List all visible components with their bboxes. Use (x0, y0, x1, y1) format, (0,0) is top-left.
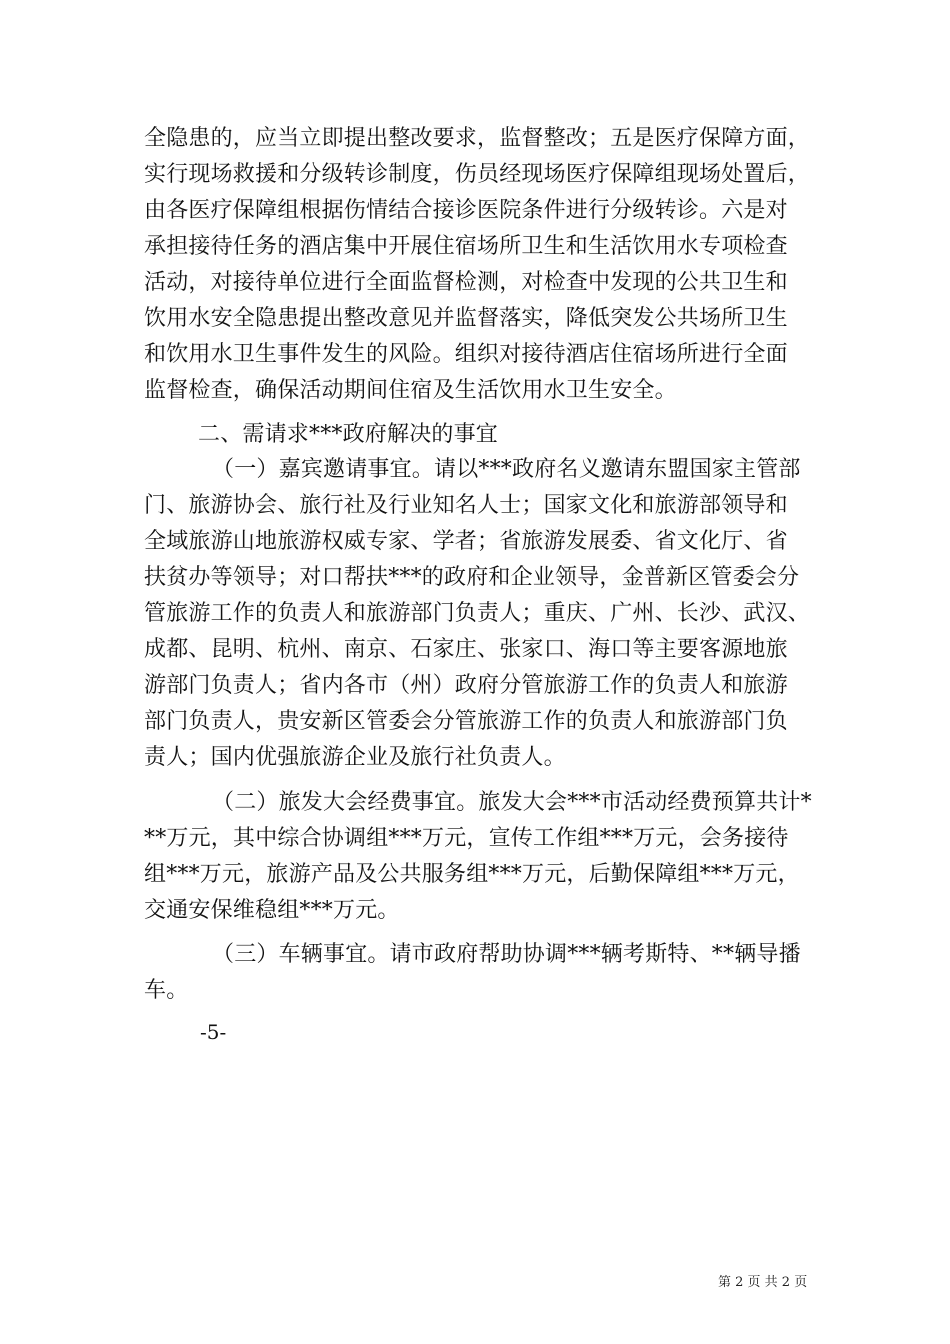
body-text-line: 监督检查，确保活动期间住宿及生活饮用水卫生安全。 (144, 378, 677, 403)
body-text-line: 游部门负责人；省内各市（州）政府分管旅游工作的负责人和旅游 (144, 673, 788, 698)
body-text-line: 全域旅游山地旅游权威专家、学者；省旅游发展委、省文化厅、省 (144, 529, 788, 554)
body-text-line: 车。 (144, 978, 189, 1003)
body-text-line: 门、旅游协会、旅行社及行业知名人士；国家文化和旅游部领导和 (144, 493, 788, 518)
body-text-line: 责人；国内优强旅游企业及旅行社负责人。 (144, 745, 566, 770)
body-text-line: 实行现场救援和分级转诊制度，伤员经现场医疗保障组现场处置后， (144, 162, 811, 187)
body-text-line: （二）旅发大会经费事宜。旅发大会***市活动经费预算共计* (212, 790, 812, 815)
page-footer: 第 2 页 共 2 页 (718, 1275, 808, 1290)
section-heading: 二、需请求***政府解决的事宜 (198, 422, 499, 447)
body-text-line: 承担接待任务的酒店集中开展住宿场所卫生和生活饮用水专项检查 (144, 234, 788, 259)
body-text-line: 饮用水安全隐患提出整改意见并监督落实，降低突发公共场所卫生 (144, 306, 788, 331)
body-text-line: 活动，对接待单位进行全面监督检测，对检查中发现的公共卫生和 (144, 270, 788, 295)
body-text-line: 交通安保维稳组***万元。 (144, 898, 400, 923)
body-text-line: 部门负责人，贵安新区管委会分管旅游工作的负责人和旅游部门负 (144, 709, 788, 734)
body-text-line: 组***万元，旅游产品及公共服务组***万元，后勤保障组***万元， (144, 862, 800, 887)
body-text-line: （三）车辆事宜。请市政府帮助协调***辆考斯特、**辆导播 (212, 942, 801, 967)
body-text-line: 全隐患的，应当立即提出整改要求，监督整改；五是医疗保障方面， (144, 126, 811, 151)
body-text-line: 扶贫办等领导；对口帮扶***的政府和企业领导，金普新区管委会分 (144, 565, 800, 590)
body-text-line: **万元，其中综合协调组***万元，宣传工作组***万元，会务接待 (144, 826, 789, 851)
body-text-line: 成都、昆明、杭州、南京、石家庄、张家口、海口等主要客源地旅 (144, 637, 788, 662)
body-text-line: 由各医疗保障组根据伤情结合接诊医院条件进行分级转诊。六是对 (144, 198, 788, 223)
body-text-line: 和饮用水卫生事件发生的风险。组织对接待酒店住宿场所进行全面 (144, 342, 788, 367)
body-text-line: 管旅游工作的负责人和旅游部门负责人；重庆、广州、长沙、武汉、 (144, 601, 811, 626)
page-number: -5- (200, 1020, 227, 1044)
body-text-line: （一）嘉宾邀请事宜。请以***政府名义邀请东盟国家主管部 (212, 457, 801, 482)
